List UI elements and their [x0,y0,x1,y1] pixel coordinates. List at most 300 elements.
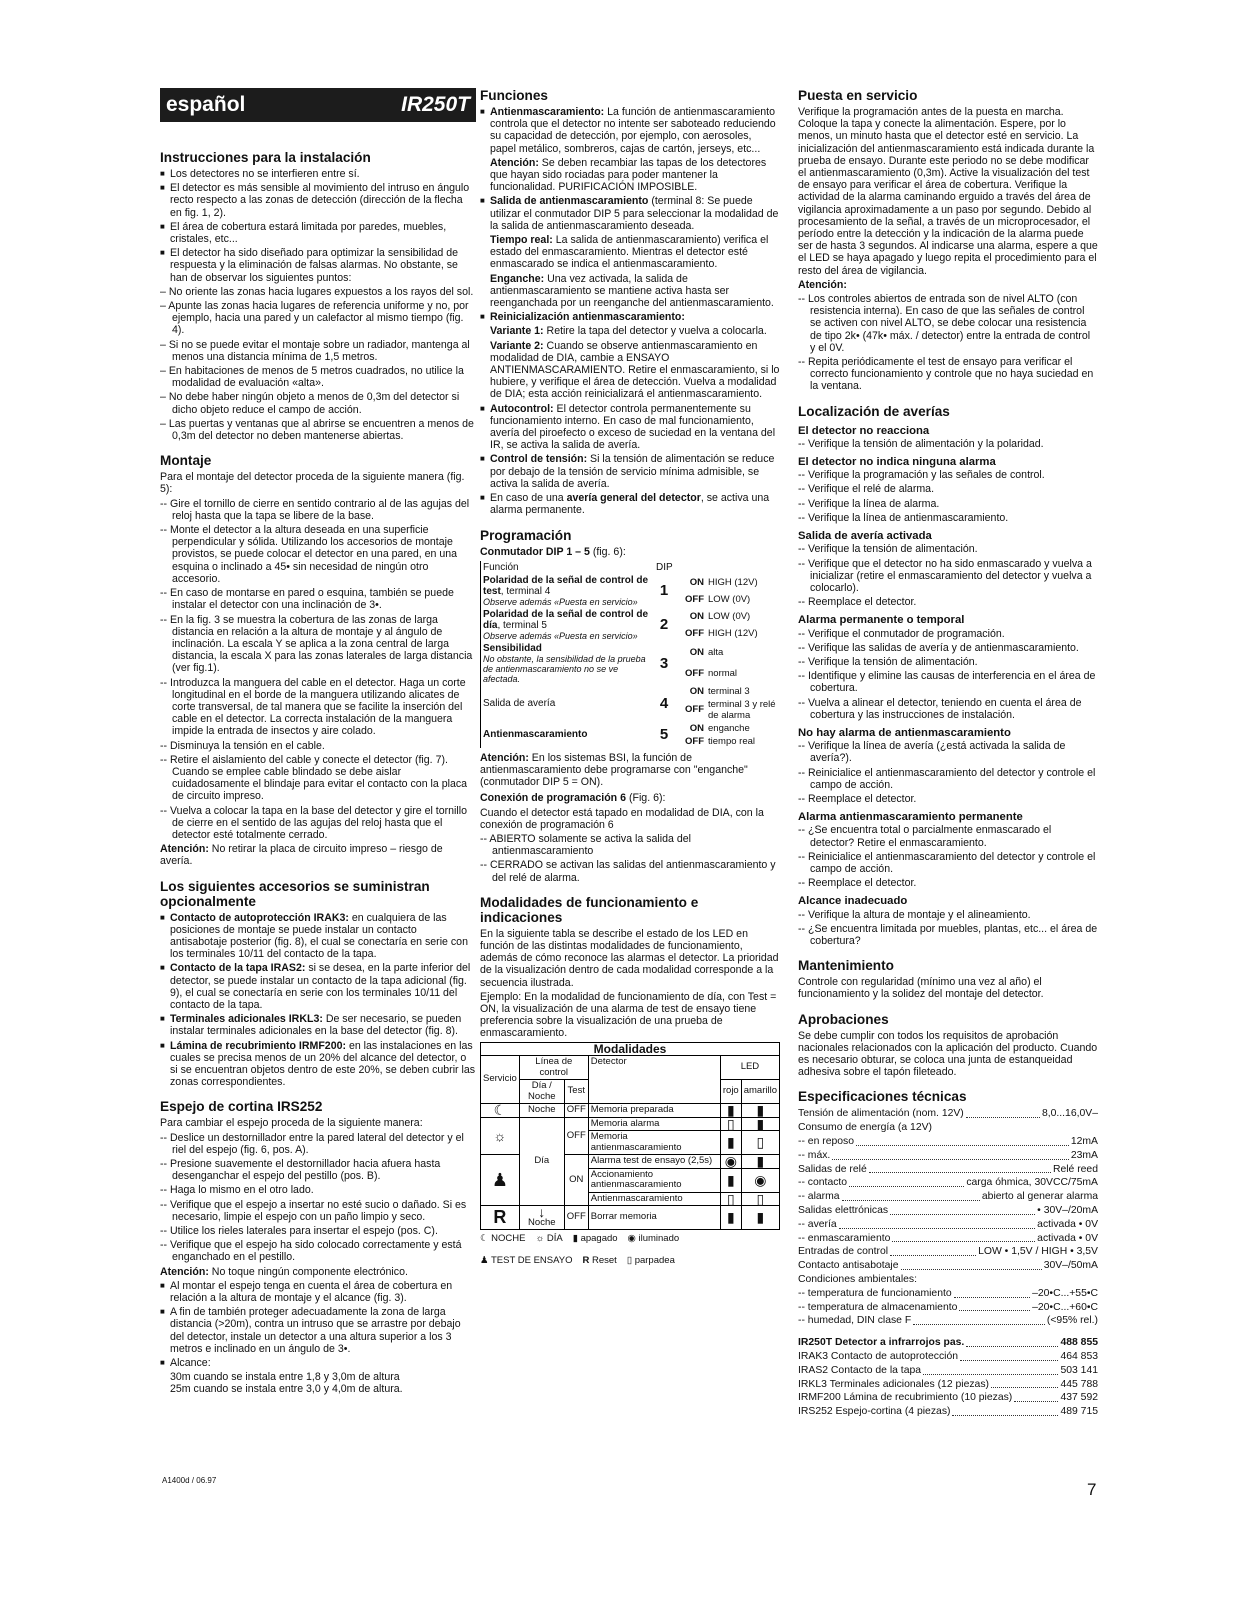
montaje-dash: -- Monte el detector a la altura deseada en una superficie perpendicular y sólida. Utilizando los accesorios de montaje provistos, se puede colocar el detector en una pared, en una esquina o inclinado a 45• sin necesidad de ningún otro accesorio. [160,524,458,585]
function-note [480,234,780,271]
dip-desc-note: Observe además «Puesta en servicio» [483,596,638,607]
arrow-down-icon: ↓ [538,1204,546,1221]
puesta-dash: -- Repita periódicamente el test de ensayo para verificar el correcto funcionamiento y controle que no haya suciedad en la ventana. [798,356,1094,393]
dip-on-value: HIGH (12V) [708,576,758,588]
dip-on-value: alta [708,646,724,658]
espejo-bullet: ■ Al montar el espejo tenga en cuenta el área de cobertura en relación a la altura de montaje y el alcance (fig. 3). [160,1280,476,1304]
dip-row [481,722,781,735]
spec-row-value: abierto al generar alarma [981,1191,1098,1203]
column-1 [160,88,476,1398]
fault-item: -- Verifique el relé de alarma. [798,483,935,496]
leader-dots [839,1218,1035,1229]
product-row-label: IRKL3 Terminales adicionales (12 piezas) [798,1378,989,1390]
leader-dots [869,1163,1051,1174]
function-label: Reinicialización antienmascaramiento: [490,311,685,324]
spec-row [798,1287,1098,1301]
function-item [480,492,780,516]
moon-icon: ☾ [480,1233,489,1245]
spec-row-label: -- temperatura de funcionamiento [798,1287,952,1299]
spec-row-label: Tensión de alimentación (nom. 12V) [798,1108,964,1120]
dip-desc [481,685,655,722]
fault-item: -- Verifique el conmutador de programación. [798,627,1005,640]
function-label: Variante 2: [490,339,544,352]
install-list [160,168,476,442]
dip-off-label: OFF [685,704,704,716]
specs-list [798,1107,1098,1328]
dip-heading [480,546,780,558]
conexion-label: Conexión de programación 6 [480,792,626,805]
spec-row [798,1245,1098,1259]
led-off-icon: ▮ [741,1206,779,1230]
fault-item: -- Verifique la tensión de alimentación y la polaridad. [798,437,1044,450]
mantenimiento-text: Controle con regularidad (mínimo una vez al año) el funcionamiento y la solidez del montaje del detector. [798,976,1044,1001]
moon-icon: ☾ [481,1104,520,1118]
montaje-intro: Para el montaje del detector proceda de la siguiente manera (fig. 5): [160,471,465,496]
model-title: IR250T [401,92,470,116]
dip-off-value: LOW (0V) [708,593,751,605]
dip-header-row [481,561,781,574]
dip-off-label: OFF [685,735,704,747]
function-label: Control de tensión: [490,453,588,466]
leader-dots [832,1149,1069,1160]
legend-label: iluminado [638,1233,680,1245]
dip-desc-note: No obstante, la sensibilidad de la prueba de antienmascaramiento no se ve afectada. [483,653,646,684]
fault-title: Alcance inadecuado [798,895,908,908]
dip-off-value: HIGH (12V) [708,627,758,639]
function-note [480,325,780,337]
spec-row [798,1190,1098,1204]
walking-person-icon: ♟ [481,1155,520,1206]
leader-dots [954,1287,1030,1298]
montaje-dash: -- En caso de montarse en pared o esquina, también se puede instalar el detector con una inclinación de 3•. [160,587,454,612]
aprobaciones-text: Se debe cumplir con todos los requisitos de aprobación nacionales relacionados con la aplicación del producto. Cuando es necesario obturar, se coloca una junta de estanqueidad adhesiva sobre el tapón fileteado. [798,1029,1098,1079]
mod-h-dianoche: Día / Noche [519,1080,564,1104]
fault-item: -- Reemplace el detector. [798,877,917,890]
dip-number: 5 [659,726,669,744]
product-row-value: 489 715 [1060,1406,1098,1418]
leader-dots [991,1378,1058,1389]
sun-icon: ☼ [481,1117,520,1155]
dip-number: 1 [659,582,669,600]
spec-row-label: -- humedad, DIN clase F [798,1315,912,1327]
legend-label: parpadea [634,1255,675,1267]
led-off-icon: ▮ [741,1117,779,1131]
fault-item: -- Reinicialice el antienmascaramiento del detector y controle el campo de acción. [798,850,1096,875]
mod-cell [519,1206,564,1230]
dip-table [480,561,780,748]
spec-row-value: 8,0...16,0V– [1041,1108,1098,1120]
legend-item [480,1233,525,1245]
atencion-label: Atención: [490,156,539,169]
function-item [480,453,780,490]
leader-dots [1014,1391,1058,1402]
leader-dots [849,1176,964,1187]
spec-row [798,1176,1098,1190]
programacion-title: Programación [480,527,572,543]
fault-item: -- Reinicialice el antienmascaramiento del detector y controle el campo de acción. [798,766,1096,791]
leader-dots [959,1301,1030,1312]
fault-item: -- Verifique que el detector no ha sido enmascarado y vuelva a inicializar (retire el enmascaramiento del detector y vuelva a colocarlo). [798,557,1092,594]
install-title: Instrucciones para la instalación [160,150,371,165]
product-row [798,1350,1098,1364]
dip-desc-extra: , terminal 4 [500,585,551,597]
dip-on-value: LOW (0V) [708,610,751,622]
function-text: En caso de una [490,492,567,505]
product-row [798,1378,1098,1392]
header-bar [160,88,476,122]
spec-row [798,1301,1098,1315]
fault-item: -- Verifique la programación y las señales de control. [798,469,1045,482]
column-3 [798,88,1098,1419]
accessory-item [160,1040,476,1089]
fault-item: -- Verifique la tensión de alimentación. [798,655,978,668]
product-row-label: IRAK3 Contacto de autoprotección [798,1350,958,1362]
atencion-label: Atención: [160,843,209,856]
accessory-item [160,1013,476,1037]
dip-desc-note: Observe además «Puesta en servicio» [483,630,638,641]
fault-item: -- Reemplace el detector. [798,792,917,805]
spec-row [798,1273,1098,1287]
function-label: Salida de antienmascaramiento [490,195,649,208]
conexion-text: Cuando el detector está tapado en modalidad de DIA, con la conexión de programación 6 [480,806,764,831]
dip-on-value: terminal 3 [708,685,750,697]
mod-row [481,1117,780,1131]
dip-off-value: normal [708,668,738,680]
install-bullet: ■ Los detectores no se interfieren entre sí. [160,168,476,180]
mod-cell: Alarma test de ensayo (2,5s) [588,1155,720,1169]
product-row-value: 437 592 [1060,1392,1098,1404]
dip-desc-extra: , terminal 5 [497,619,547,631]
mod-cell: OFF [564,1117,588,1155]
funciones-title: Funciones [480,88,548,103]
mod-h-amarillo: amarillo [741,1080,779,1104]
legend-item [535,1233,562,1245]
espejo-dash: -- Verifique que el espejo a insertar no esté sucio o dañado. Si es necesario, limpie el espejo con un paño limpio y seco. [160,1198,467,1223]
faults-list [798,425,1098,948]
function-text: , se activa una alarma permanente. [490,492,770,517]
install-bullet: ■ El detector ha sido diseñado para optimizar la sensibilidad de respuesta y la eliminación de falsas alarmas. No obstante, se han de observar los siguientes puntos: [160,247,476,284]
alcance-line: 25m cuando se instala entre 3,0 y 4,0m de altura. [170,1383,403,1396]
montaje-dash: -- Retire el aislamiento del cable y conecte el detector (fig. 7). Cuando se emplee cable blindado se debe aislar cuidadosamente el blindaje para evitar el contacto con la placa de circuito impreso. [160,753,468,803]
install-bullet: ■ El detector es más sensible al movimiento del intruso en ángulo recto respecto a las zonas de detección (dirección de la flecha en fig. 1, 2). [160,182,476,219]
dip-on-label: ON [689,646,704,658]
reset-icon: R [582,1255,590,1267]
spec-row-value: activada • 0V [1037,1218,1098,1230]
montaje-title: Montaje [160,453,212,469]
mod-header-row [481,1056,780,1080]
product-row-label: IR250T Detector a infrarrojos pas. [798,1337,965,1349]
led-off-icon: ▮ [572,1233,578,1245]
fault-title: El detector no indica ninguna alarma [798,456,996,469]
spec-row-value: • 30V–/20mA [1037,1204,1098,1216]
walking-person-icon: ♟ [480,1255,489,1267]
accessory-item [160,962,476,1011]
atencion-text: No toque ningún componente electrónico. [208,1265,408,1278]
column-2 [480,88,780,1267]
function-item [480,106,780,155]
leader-dots [901,1259,1042,1270]
install-dash: – Si no se puede evitar el montaje sobre un radiador, mantenga al menos una distancia mínima de 1,5 metros. [160,338,470,363]
fault-title: Salida de avería activada [798,530,932,543]
led-on-icon: ◉ [627,1233,636,1245]
leader-dots [966,1336,1058,1347]
mod-cell: Antienmascaramiento [588,1192,720,1206]
legend-label: DÍA [546,1233,563,1245]
conexion-heading [480,792,780,804]
espejo-atencion [160,1266,476,1278]
mod-h-test: Test [564,1080,588,1104]
spec-row-label: -- máx. [798,1149,831,1161]
spec-row [798,1204,1098,1218]
function-note [480,340,780,401]
dip-col-funcion: Función [481,561,655,574]
function-text: La función de antienmascaramiento controla que el detector no intente ser saboteado reduciendo su capacidad de detección, por ejemplo, con aerosoles, papel metálico, sombreros, cajas de cartón, jerseys, etc... [490,106,776,155]
function-label: Antienmascaramiento: [490,106,605,118]
spec-row-value: activada • 0V [1037,1232,1098,1244]
dip-heading-label: Conmutador DIP 1 – 5 [480,545,590,558]
led-off-icon: ▮ [720,1131,741,1155]
dip-desc-title: Sensibilidad [483,642,542,654]
mod-cell: Accionamiento antienmascaramiento [588,1168,720,1192]
dip-number: 2 [659,616,669,634]
leader-dots [913,1314,1045,1325]
spec-row-label: -- avería [798,1218,837,1230]
spec-row-label: Salidas elettrónicas [798,1204,889,1216]
led-blink-icon: ▯ [741,1131,779,1155]
spec-row [798,1149,1098,1163]
accessory-text: en las instalaciones en las cuales se precisa menos de un 20% del alcance del detector, o si se encuentran objetos dentro de este 20%, se deben cubrir las zonas correspondientes. [170,1039,476,1089]
legend-item [573,1233,618,1245]
led-blink-icon: ▯ [720,1117,741,1131]
dip-heading-fig: (fig. 6): [589,545,626,558]
spec-row-value: –20•C...+55•C [1032,1287,1098,1299]
spec-row [798,1107,1098,1121]
dip-number: 4 [659,694,669,712]
specs-title: Especificaciones técnicas [798,1089,967,1105]
dip-row [481,574,781,591]
espejo-dash: -- Verifique que el espejo ha sido colocado correctamente y está enganchado en el pestillo. [160,1239,462,1264]
dip-off-label: OFF [685,668,704,680]
function-note [480,157,780,194]
mod-cell: Día [519,1117,564,1206]
puesta-atencion [798,279,1098,291]
sun-icon: ☼ [535,1233,545,1245]
montaje-dash: -- Introduzca la manguera del cable en el detector. Haga un corte longitudinal en el borde de la manguera utilizando alicates de corte transversal, de tal manera que se facilite la inserción del cable en el detector. La correcta instalación de la manguera impide la entrada de insectos y aire colado. [160,676,466,738]
puesta-dash: -- Los controles abiertos de entrada son de nivel ALTO (con resistencia interna). En caso de que las señales de control se activen con nivel ALTO, se debe colocar una resistencia de tipo 2k• (47k• máx. / detector) entre la entrada de control y el 0V. [798,293,1091,354]
dip-off-value: terminal 3 y relé de alarma [708,698,776,721]
espejo-title: Espejo de cortina IRS252 [160,1099,323,1115]
dip-desc-title: Antienmascaramiento [483,729,588,741]
spec-row-label: -- contacto [798,1177,848,1189]
function-note [480,273,780,310]
accessory-item [160,912,476,961]
dip-row [481,608,781,625]
spec-row [798,1163,1098,1177]
dip-row [481,642,781,664]
function-text: (terminal 8: Se puede utilizar el conmutador DIP 5 para seleccionar la modalidad de la salida de antienmascaramiento deseada. [490,195,779,232]
spec-row-value: 30V–/50mA [1043,1260,1098,1272]
product-row [798,1364,1098,1378]
spec-row [798,1314,1098,1328]
function-text: Retire la tapa del detector y vuelva a colocarla. [543,325,767,338]
function-label: Variante 1: [490,325,544,338]
install-dash: – En habitaciones de menos de 5 metros cuadrados, no utilice la modalidad de evaluación «alta». [160,365,464,390]
mod-cell: Borrar memoria [588,1206,720,1230]
legend-label: Reset [592,1255,617,1267]
legend-label: apagado [580,1233,618,1245]
product-row-label: IRAS2 Contacto de la tapa [798,1364,922,1376]
leader-dots [960,1350,1058,1361]
products-list [798,1336,1098,1419]
product-row-value: 445 788 [1060,1378,1098,1390]
reset-icon: R [481,1206,520,1230]
accessory-text: si se desea, en la parte inferior del detector, se puede instalar un contacto de la tapa adicional (fig. 9), el cual se conectaría en serie con los terminales 10/11 del contacto de la tapa. [170,962,471,1011]
fault-title: No hay alarma de antienmascaramiento [798,726,1011,739]
mod-row [481,1206,780,1230]
mod-title: Modalidades [481,1042,780,1056]
espejo-dash: -- Presione suavemente el destornillador hacia afuera hasta desenganchar el espejo del pestillo (pos. B). [160,1158,441,1183]
conexion-fig: (Fig. 6): [626,792,666,805]
dip-row [481,685,781,698]
leader-dots [892,1232,1035,1243]
function-text: Una vez activada, la salida de antienmascaramiento se mantiene activa hasta ser reenganchada por un reenganche del antienmascaramiento. [490,272,774,310]
page-number: 7 [1087,1480,1097,1499]
espejo-dash: -- Utilice los rieles laterales para insertar el espejo (pos. C). [160,1225,438,1238]
fault-item: -- Reemplace el detector. [798,596,917,609]
modalidades-p2: Ejemplo: En la modalidad de funcionamiento de día, con Test = ON, la visualización de una alarma de test de ensayo tiene preferencia sobre la visualización de una prueba de enmascaramiento. [480,990,777,1040]
install-bullet: ■ El área de cobertura estará limitada por paredes, muebles, cristales, etc... [160,221,476,245]
espejo-intro: Para cambiar el espejo proceda de la siguiente manera: [160,1117,423,1130]
fault-title: Alarma antienmascaramiento permanente [798,811,1023,824]
mantenimiento-title: Mantenimiento [798,958,894,974]
led-off-icon: ▮ [720,1104,741,1118]
modalidades-p1: En la siguiente tabla se describe el estado de los LED en función de las distintas modalidades de funcionamiento, además de cómo reconoce las alarmas el detector. La prioridad de la visualización dentro de cada modalidad corresponde a la secuencia ilustrada. [480,927,779,989]
leader-dots [842,1190,980,1201]
fault-title: Alarma permanente o temporal [798,614,965,627]
modalidades-table [480,1042,780,1231]
product-row-label: IRS252 Espejo-cortina (4 piezas) [798,1406,951,1418]
mod-cell: Noche [519,1104,564,1118]
spec-row-label: -- alarma [798,1191,840,1203]
dip-on-label: ON [689,685,704,697]
espejo-bullet: ■ Alcance: [160,1357,476,1369]
fault-item: -- Verifique la línea de avería (¿está activada la salida de avería?). [798,740,1066,765]
dip-desc [481,722,655,748]
montaje-dash: -- Vuelva a colocar la tapa en la base del detector y gire el tornillo de cierre en el sentido de las agujas del reloj hasta que el detector esté totalmente cerrado. [160,804,467,841]
function-label: avería general del detector [566,492,701,505]
localizacion-title: Localización de averías [798,403,950,419]
atencion-text: Se deben recambiar las tapas de los detectores que hayan sido rociadas para poder mantener la funcionalidad. PURIFICACIÓN IMPOSIBLE. [490,156,767,194]
dip-number: 3 [659,654,669,672]
accessories-title: Los siguientes accesorios se suministran opcionalmente [160,878,430,909]
montaje-dash: -- Disminuya la tensión en el cable. [160,739,325,752]
language-title: español [166,92,246,116]
install-dash: – Apunte las zonas hacia lugares de referencia uniforme y no, por ejemplo, hacia una pared y un calefactor al mismo tiempo (fig. 4). [160,300,469,337]
dip-desc [481,574,655,608]
modalidades-title: Modalidades de funcionamiento e indicaciones [480,894,699,925]
led-blink-icon: ▯ [626,1255,633,1267]
spec-row-label: -- temperatura de almacenamiento [798,1301,958,1313]
legend-item [628,1233,680,1245]
espejo-dash: -- Deslice un destornillador entre la pared lateral del detector y el riel del espejo (fig. 6, pos. A). [160,1131,464,1156]
leader-dots [856,1135,1069,1146]
document-code: A1400d / 06.97 [162,1476,217,1485]
mod-h-rojo: rojo [720,1080,741,1104]
conexion-dash: -- ABIERTO solamente se activa la salida del antienmascaramiento [480,832,691,858]
legend-item [627,1255,675,1267]
spec-row [798,1259,1098,1273]
mod-h-detector: Detector [588,1056,720,1104]
atencion-text: No retirar la placa de circuito impreso – riesgo de avería. [160,843,443,868]
legend-label: NOCHE [491,1233,526,1245]
espejo-bullet: ■ A fin de también proteger adecuadamente la zona de larga distancia (>20m), contra un intruso que se arrastre por debajo del detector, instale un detector a una altura superior a los 3 metros e inclinado en un ángulo de 3•. [160,1306,476,1355]
fault-item: -- Verifique la línea de alarma. [798,497,940,510]
dip-desc-title: Salida de avería [483,697,556,709]
puesta-title: Puesta en servicio [798,88,918,103]
install-dash: – Las puertas y ventanas que al abrirse se encuentren a menos de 0,3m del detector no deben mantenerse abiertas. [160,417,474,443]
led-off-icon: ▮ [741,1104,779,1118]
led-off-icon: ▮ [720,1206,741,1230]
spec-row-value: 23mA [1070,1149,1098,1161]
dip-desc-title: Polaridad de la señal de control de test [483,574,649,597]
legend [480,1233,780,1267]
fault-item: -- ¿Se encuentra total o parcialmente enmascarado el detector? Retire el enmascaramiento. [798,824,1052,849]
legend-item [582,1255,616,1267]
spec-row-label: Entradas de control [798,1246,889,1258]
spec-row [798,1218,1098,1232]
product-row-value: 464 853 [1060,1350,1098,1362]
accessory-text: De ser necesario, se pueden instalar terminales adicionales en la base del detector (fig. 8). [170,1013,462,1038]
spec-row-value: carga óhmica, 30VCC/75mA [966,1177,1098,1189]
fault-item: -- ¿Se encuentra limitada por muebles, plantas, etc... el área de cobertura? [798,922,1098,947]
spec-row [798,1121,1098,1135]
dip-desc-title: Polaridad de la señal de control de día [483,608,649,631]
atencion-label: Atención: [480,751,529,764]
mod-cell: OFF [564,1104,588,1118]
function-text: Si la tensión de alimentación se reduce por debajo de la tensión de servicio mínima admisible, se activa la salida de avería. [490,453,775,490]
led-blink-icon: ▯ [741,1192,779,1206]
led-on-icon: ◉ [720,1155,741,1169]
dip-desc [481,608,655,642]
mod-h-linea: Línea de control [519,1056,588,1080]
spec-row-label: Salidas de relé [798,1163,867,1175]
function-label: Tiempo real: [490,234,553,247]
spec-row-value: –20•C...+60•C [1032,1301,1098,1313]
fault-item: -- Verifique las salidas de avería y de antienmascaramiento. [798,641,1079,654]
accessory-label: Contacto de la tapa IRAS2: [170,962,306,975]
spec-row-label: -- enmascaramiento [798,1232,891,1244]
fault-item: -- Verifique la línea de antienmascaramiento. [798,511,1009,524]
dip-on-label: ON [689,610,704,622]
function-text: El detector controla permanentemente su funcionamiento interno. En caso de mal funcionamiento, avería del piroefecto o exceso de suciedad en la ventana del IR, se activa la salida de avería. [490,402,776,452]
leader-dots [952,1405,1058,1416]
spec-row-label: Condiciones ambientales: [798,1273,917,1285]
dip-off-label: OFF [685,627,704,639]
spec-row-label: -- en reposo [798,1136,855,1147]
accessory-label: Terminales adicionales IRKL3: [170,1013,323,1026]
function-item [480,195,780,232]
led-on-icon: ◉ [741,1168,779,1192]
montaje-atencion [160,843,476,867]
product-row-label: IRMF200 Lámina de recubrimiento (10 piezas) [798,1392,1013,1404]
bsi-note [480,752,780,789]
aprobaciones-title: Aprobaciones [798,1011,889,1027]
accessory-label: Lámina de recubrimiento IRMF200: [170,1039,347,1052]
fault-item: -- Verifique la tensión de alimentación. [798,543,978,556]
mod-h-led: LED [720,1056,779,1080]
leader-dots [923,1364,1058,1375]
spec-row-value: 12mA [1070,1136,1098,1147]
